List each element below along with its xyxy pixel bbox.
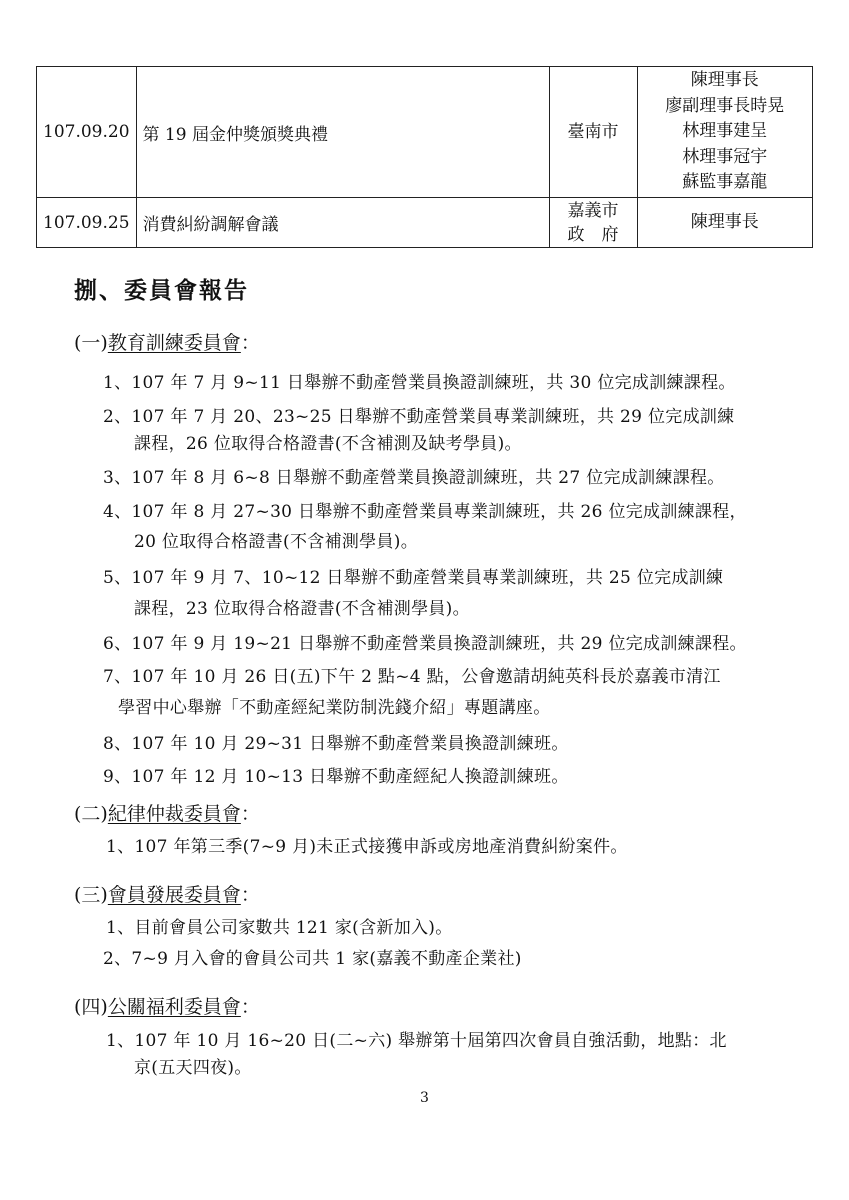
committee-colon: ： [240, 884, 260, 906]
committee-title: 紀律仲裁委員會 [107, 803, 241, 825]
location-line: 臺南市 [567, 122, 619, 142]
list-item: 1、107 年第三季(7~9 月)未正式接獲申訴或房地產消費糾紛案件。 [106, 837, 628, 857]
committee-title: 公關福利委員會 [107, 996, 241, 1018]
event-name: 第 19 屆金仲獎頒獎典禮 [136, 67, 549, 198]
list-item: 3、107 年 8 月 6~8 日舉辦不動產營業員換證訓練班，共 27 位完成訓練課程。 [103, 468, 725, 488]
committee-prefix: (一) [74, 332, 108, 354]
list-item-continuation: 20 位取得合格證書(不含補測學員)。 [134, 532, 418, 552]
event-date: 107.09.25 [37, 198, 137, 248]
committee-title: 會員發展委員會 [107, 884, 241, 906]
list-item: 9、107 年 12 月 10~13 日舉辦不動產經紀人換證訓練班。 [103, 767, 569, 787]
list-item-continuation: 京(五天四夜)。 [134, 1058, 252, 1078]
events-table [36, 66, 813, 248]
table-row [37, 198, 813, 248]
committee-colon: ： [240, 996, 260, 1018]
event-location [549, 198, 637, 248]
attendee: 廖副理事長時晃 [665, 95, 785, 116]
list-item: 7、107 年 10 月 26 日(五)下午 2 點~4 點，公會邀請胡純英科長於嘉義市清江 [103, 667, 721, 687]
table-row [37, 67, 813, 198]
list-item: 5、107 年 9 月 7、10~12 日舉辦不動產營業員專業訓練班，共 25 位完成訓練 [103, 568, 724, 588]
event-attendees [637, 198, 812, 248]
committee-heading-discipline [74, 799, 260, 826]
list-item: 1、目前會員公司家數共 121 家(含新加入)。 [106, 918, 453, 938]
committee-heading-membership [74, 880, 260, 907]
committee-title: 教育訓練委員會 [107, 332, 241, 354]
location-line: 政 府 [567, 224, 619, 245]
list-item: 2、7~9 月入會的會員公司共 1 家(嘉義不動產企業社) [103, 949, 522, 969]
list-item: 6、107 年 9 月 19~21 日舉辦不動產營業員換證訓練班，共 29 位完成訓練課程。 [103, 634, 747, 654]
attendee: 林理事冠宇 [682, 146, 768, 167]
attendee: 陳理事長 [690, 211, 759, 232]
committee-colon: ： [240, 332, 260, 354]
page-number: 3 [420, 1090, 429, 1106]
list-item: 2、107 年 7 月 20、23~25 日舉辦不動產營業員專業訓練班，共 29 位完成訓練 [103, 407, 735, 427]
committee-heading-education [74, 328, 260, 355]
list-item-continuation: 學習中心舉辦「不動產經紀業防制洗錢介紹」專題講座。 [118, 698, 551, 718]
event-date: 107.09.20 [37, 67, 137, 198]
list-item: 1、107 年 10 月 16~20 日(二~六) 舉辦第十屆第四次會員自強活動，地點：北 [106, 1031, 727, 1051]
attendee: 蘇監事嘉龍 [682, 172, 768, 193]
event-location [549, 67, 637, 198]
attendee: 林理事建呈 [682, 121, 768, 142]
list-item: 1、107 年 7 月 9~11 日舉辦不動產營業員換證訓練班，共 30 位完成訓練課程。 [103, 373, 736, 393]
committee-prefix: (三) [74, 884, 108, 906]
committee-colon: ： [240, 803, 260, 825]
committee-prefix: (二) [74, 803, 108, 825]
event-name: 消費糾紛調解會議 [136, 198, 549, 248]
committee-heading-public-relations [74, 992, 260, 1019]
event-attendees [637, 67, 812, 198]
list-item-continuation: 課程，26 位取得合格證書(不含補測及缺考學員)。 [134, 434, 522, 454]
attendee: 陳理事長 [690, 70, 759, 91]
list-item-continuation: 課程，23 位取得合格證書(不含補測學員)。 [134, 599, 470, 619]
location-line: 嘉義市 [567, 200, 619, 221]
list-item: 4、107 年 8 月 27~30 日舉辦不動產營業員專業訓練班，共 26 位完成訓練課程， [103, 502, 747, 522]
list-item: 8、107 年 10 月 29~31 日舉辦不動產營業員換證訓練班。 [103, 734, 569, 754]
committee-prefix: (四) [74, 996, 108, 1018]
section-heading: 捌、委員會報告 [74, 277, 249, 304]
